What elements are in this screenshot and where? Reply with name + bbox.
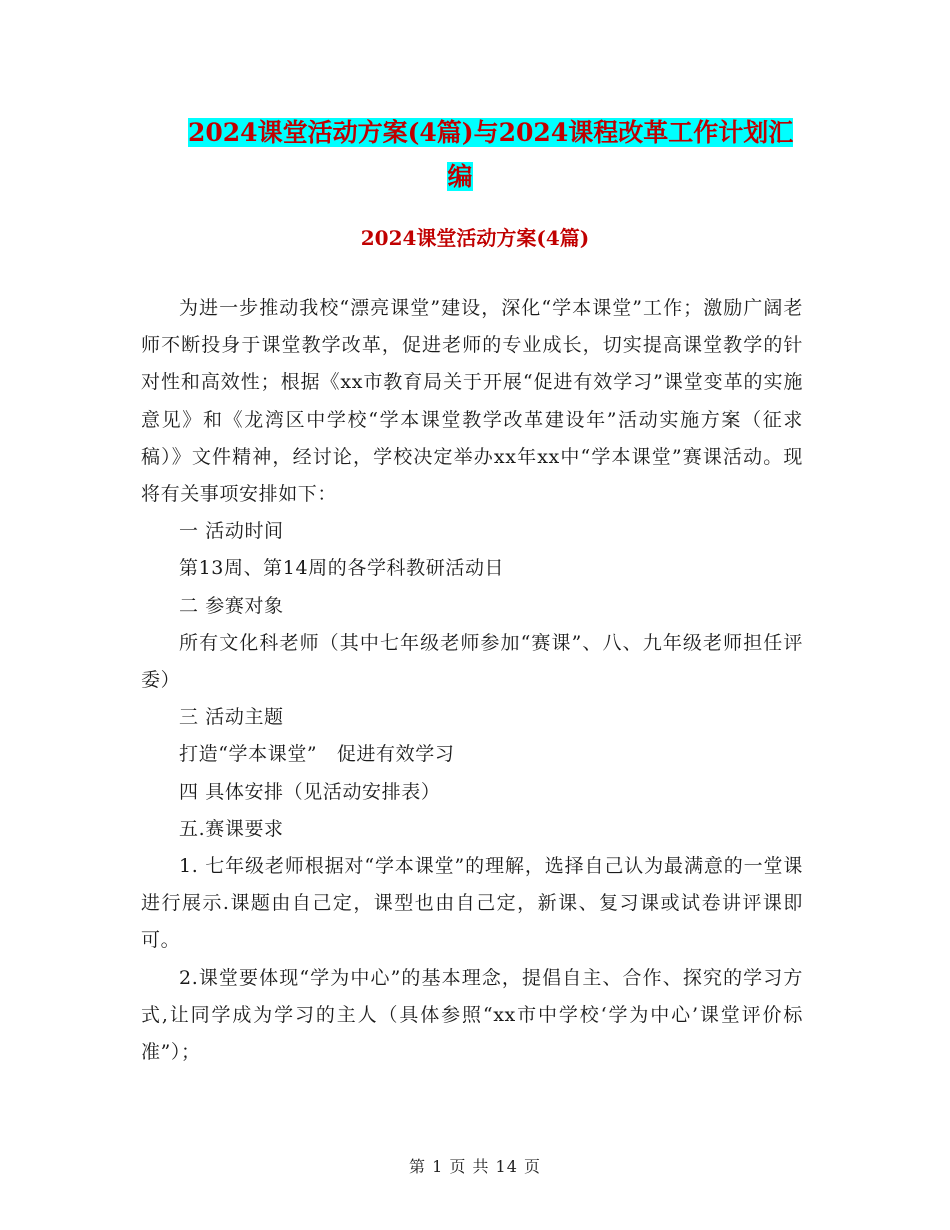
paragraph-requirement-1: 1. 七年级老师根据对“学本课堂”的理解，选择自己认为最满意的一堂课进行展示.课题由自己定，课型也由自己定，新课、复习课或试卷讲评课即可。: [141, 855, 803, 952]
document-title-line1: 2024课堂活动方案(4篇)与2024课程改革工作计划汇: [188, 118, 794, 147]
paragraph-requirement-2: 2.课堂要体现“学为中心”的基本理念，提倡自主、合作、探究的学习方式,让同学成为学习的主人（具体参照“xx市中学校‘学为中心’课堂评价标准”）；: [141, 966, 803, 1064]
paragraph-participants-heading: 二 参赛对象: [179, 594, 284, 617]
document-title: [188, 111, 808, 199]
paragraph-requirements-heading: 五.赛课要求: [179, 817, 284, 840]
paragraph-theme-heading: 三 活动主题: [179, 706, 284, 729]
document-body: [141, 290, 803, 1071]
paragraph-activity-time-heading: 一 活动时间: [179, 520, 284, 543]
paragraph-activity-time: 第13周、第14周的各学科教研活动日: [179, 557, 505, 580]
paragraph-arrangement-heading: 四 具体安排（见活动安排表）: [179, 780, 441, 803]
paragraph-theme: 打造“学本课堂” 促进有效学习: [179, 743, 455, 766]
section-title: 2024课堂活动方案(4篇): [360, 226, 590, 250]
paragraph-participants: 所有文化科老师（其中七年级老师参加“赛课”、八、九年级老师担任评委）: [141, 631, 803, 692]
document-title-line2: 编: [447, 162, 473, 191]
page-number-footer: 第 1 页 共 14 页: [409, 1157, 541, 1176]
intro-paragraph: 为进一步推动我校“漂亮课堂”建设，深化“学本课堂”工作；激励广阔老师不断投身于课堂教学改革，促进老师的专业成长，切实提高课堂教学的针对性和高效性；根据《xx市教育局关于开展“促进有效学习”课堂变革的实施意见》和《龙湾区中学校“学本课堂教学改革建设年”活动实施方案（征求稿）》文件精神，经讨论，学校决定举办xx年xx中“学本课堂”赛课活动。现将有关事项安排如下：: [141, 297, 803, 506]
